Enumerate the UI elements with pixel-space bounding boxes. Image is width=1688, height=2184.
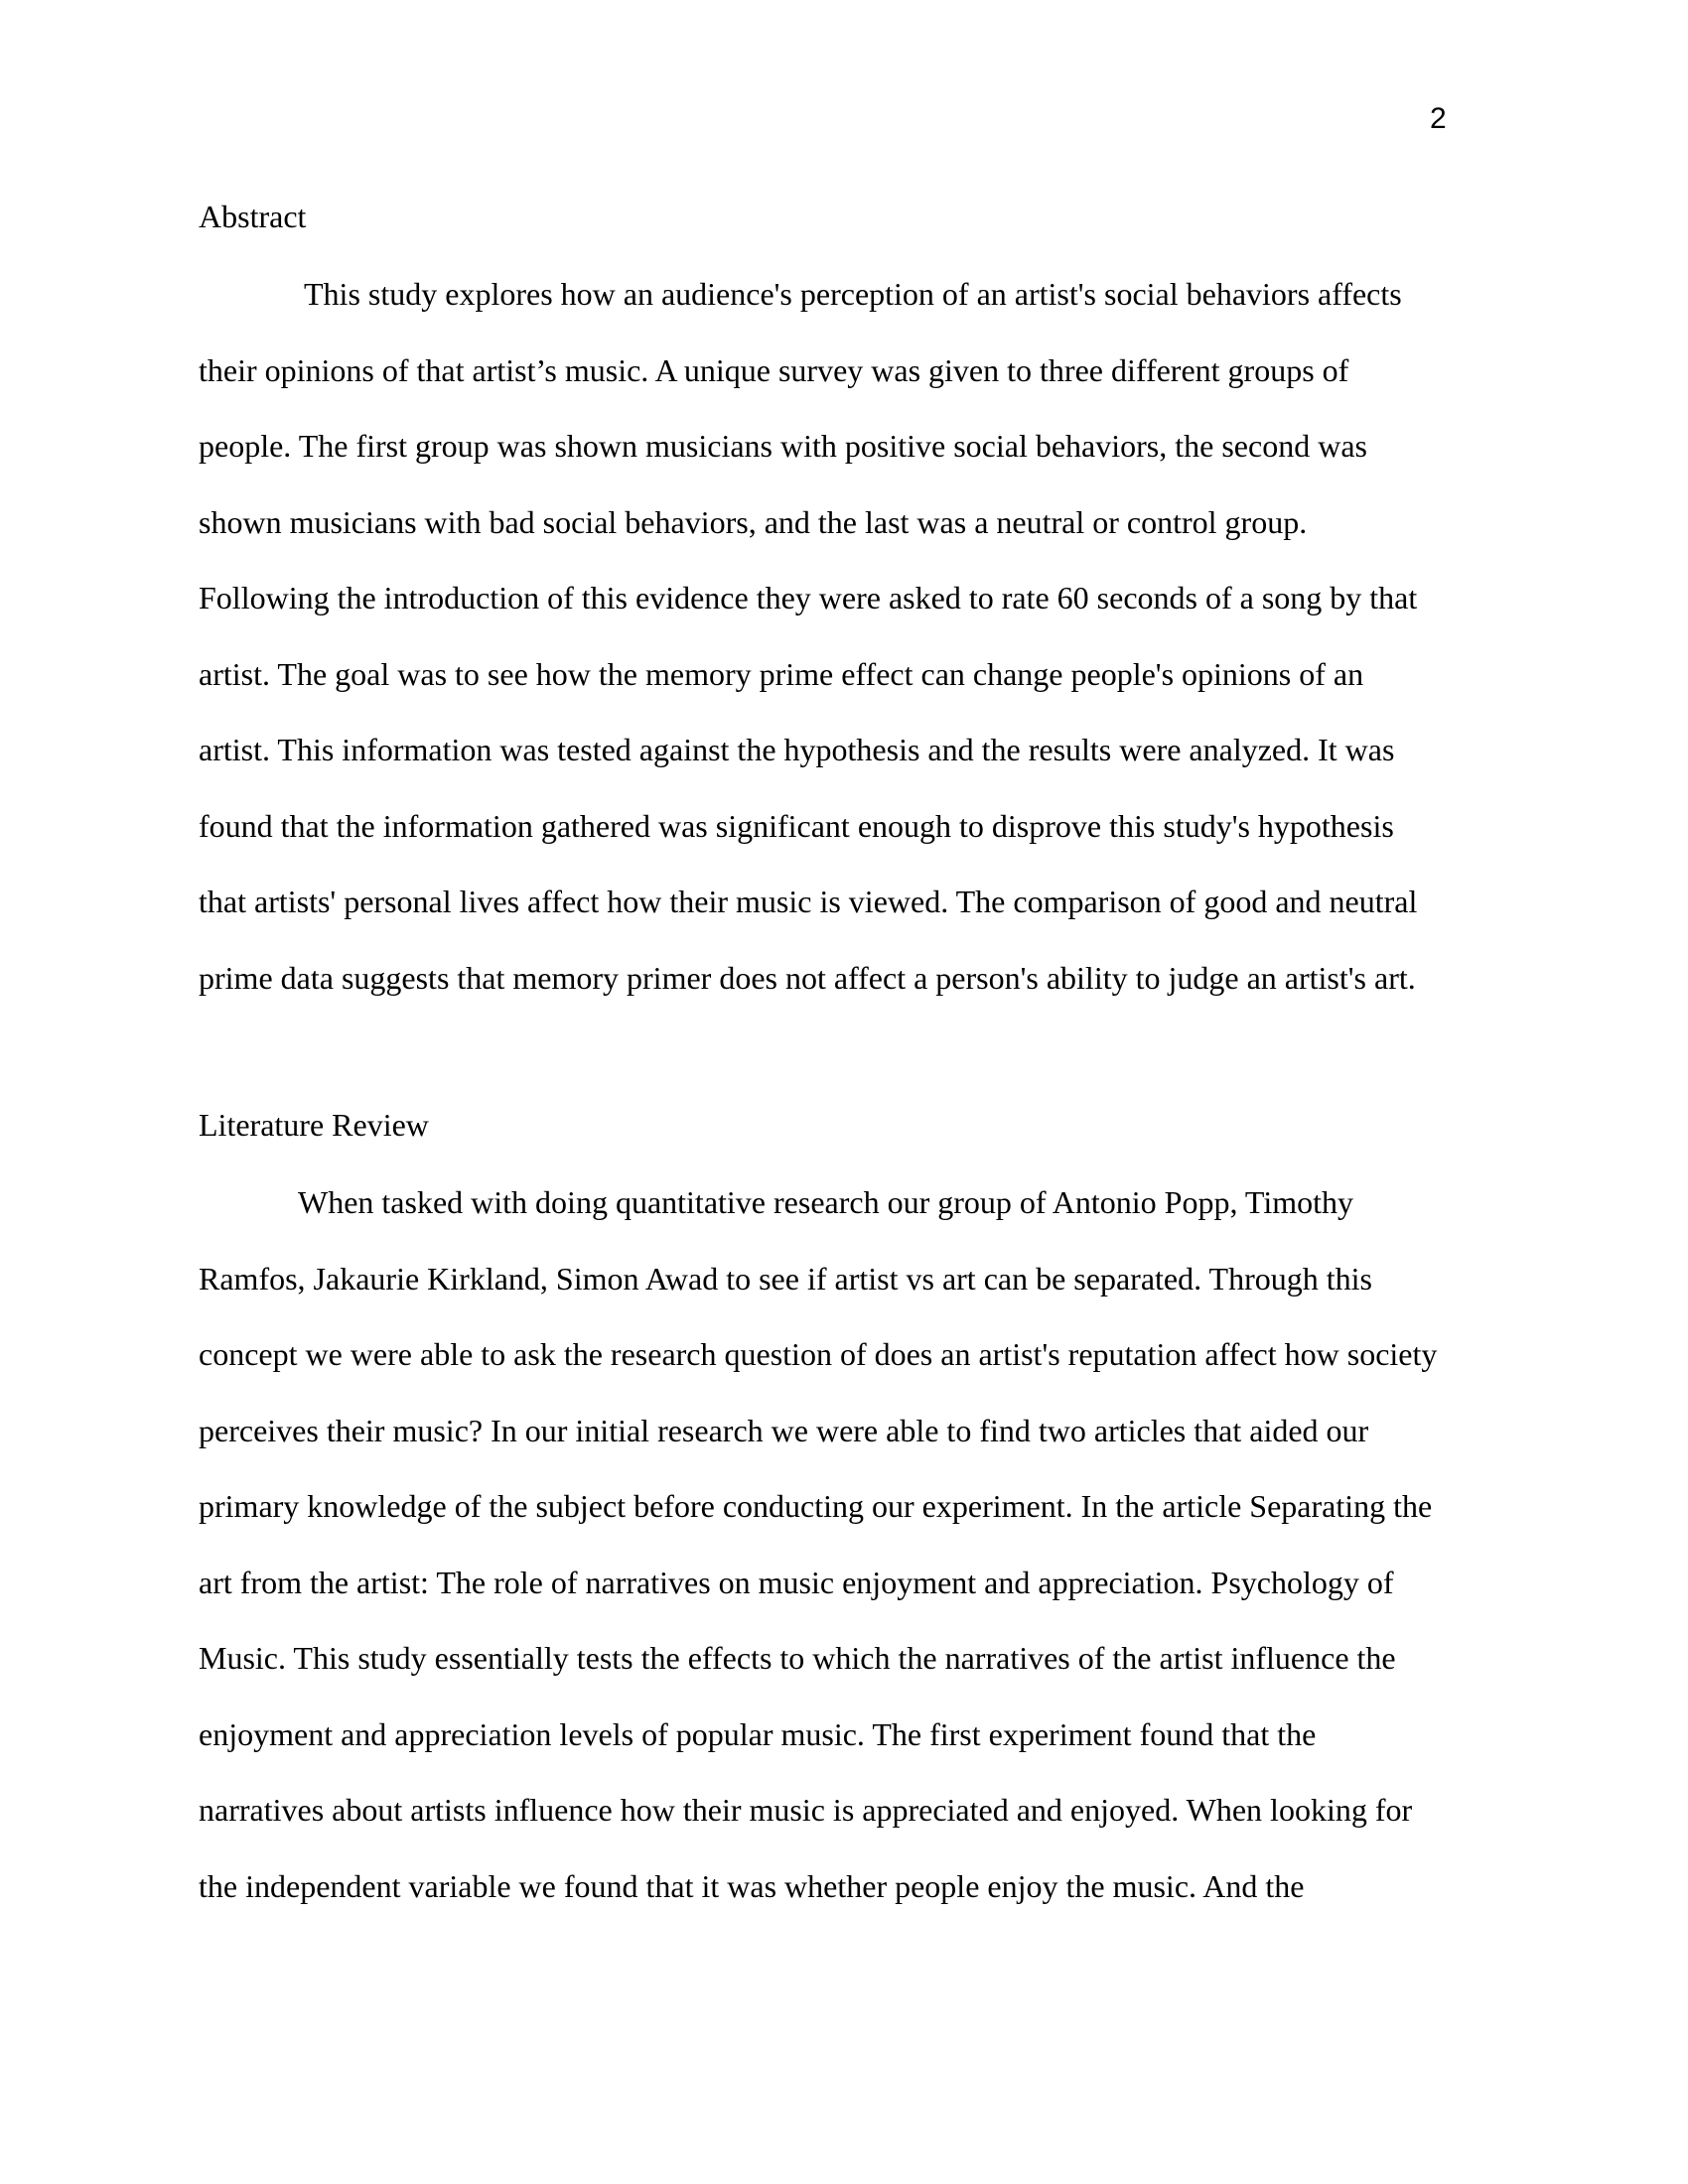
literature-review-line: narratives about artists influence how their music is appreciated and enjoyed. When looking for	[199, 1792, 1413, 1828]
literature-review-line: enjoyment and appreciation levels of popular music. The first experiment found that the	[199, 1715, 1317, 1752]
literature-review-line: When tasked with doing quantitative research our group of Antonio Popp, Timothy	[298, 1184, 1353, 1220]
abstract-line: found that the information gathered was significant enough to disprove this study's hypothesis	[199, 807, 1394, 844]
literature-review-line: Music. This study essentially tests the effects to which the narratives of the artist influence the	[199, 1640, 1396, 1676]
literature-review-heading: Literature Review	[199, 1107, 429, 1143]
page-number: 2	[1430, 102, 1447, 135]
abstract-line: artist. This information was tested against the hypothesis and the results were analyzed. It was	[199, 732, 1395, 767]
literature-review-line: the independent variable we found that it was whether people enjoy the music. And the	[199, 1867, 1305, 1904]
abstract-line: Following the introduction of this evidence they were asked to rate 60 seconds of a song by that	[199, 580, 1418, 615]
literature-review-line: concept we were able to ask the research question of does an artist's reputation affect how society	[199, 1336, 1438, 1372]
abstract-line: that artists' personal lives affect how their music is viewed. The comparison of good and neutral	[199, 884, 1418, 919]
literature-review-line: Ramfos, Jakaurie Kirkland, Simon Awad to see if artist vs art can be separated. Through this	[199, 1260, 1372, 1297]
literature-review-body	[199, 1182, 1499, 1942]
abstract-body	[199, 274, 1499, 1033]
literature-review-line: perceives their music? In our initial research we were able to find two articles that aided our	[199, 1412, 1369, 1448]
abstract-line: prime data suggests that memory primer does not affect a person's ability to judge an artist's art.	[199, 959, 1416, 996]
literature-review-line: art from the artist: The role of narratives on music enjoyment and appreciation. Psychology of	[199, 1564, 1394, 1600]
abstract-line: This study explores how an audience's perception of an artist's social behaviors affects	[304, 276, 1402, 312]
abstract-line: people. The first group was shown musicians with positive social behaviors, the second was	[199, 428, 1367, 464]
abstract-heading: Abstract	[199, 199, 307, 234]
abstract-line: shown musicians with bad social behaviors, and the last was a neutral or control group.	[199, 503, 1308, 540]
abstract-line: artist. The goal was to see how the memory prime effect can change people's opinions of an	[199, 655, 1364, 692]
literature-review-line: primary knowledge of the subject before conducting our experiment. In the article Separating the	[199, 1488, 1433, 1524]
abstract-line: their opinions of that artist’s music. A unique survey was given to three different groups of	[199, 351, 1349, 388]
